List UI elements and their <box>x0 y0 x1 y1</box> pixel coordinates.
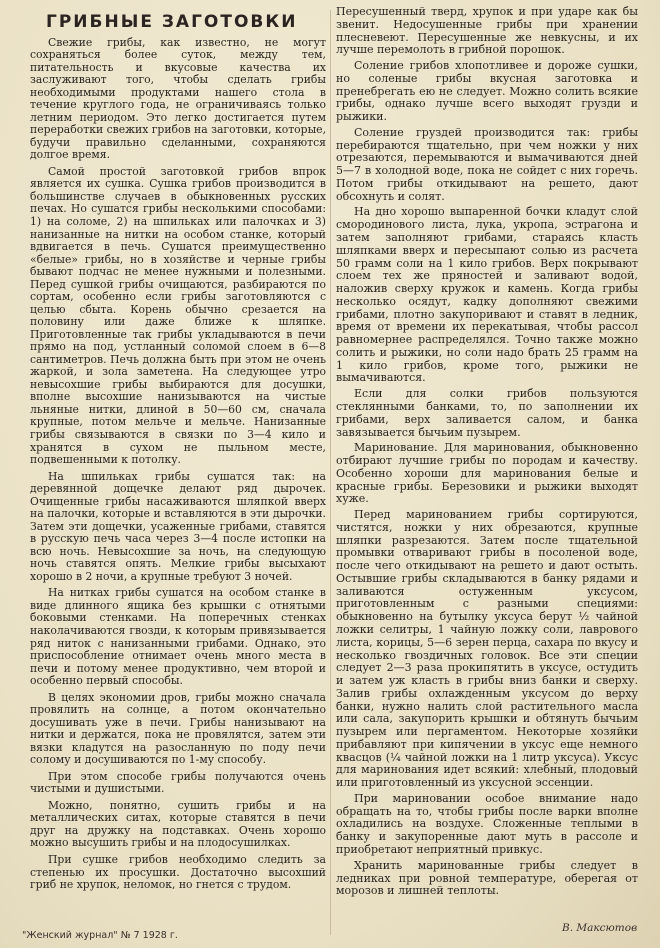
paragraph: Перед маринованием грибы сортируются, чистятся, ножки у них обрезаются, крупные шляпки разрезаются. Затем после тщательной промывки отваривают грибы в посоленой воде, после чего откидывают на решето и дают остыть. Остывшие грибы складываются в банку рядами и заливаются остуженным уксусом, приготовленным с разными специями: обыкновенно на бутылку уксуса берут ½ чайной ложки селитры, 1 чайную ложку соли, лаврового листа, корицы, 5—6 зерен перца, сахара по вкусу и несколько гвоздичных головок. Все эти специи следует 2—3 раза прокипятить в уксусе, остудить и затем уж класть в грибы вниз банки и сверху. Залив грибы охлажденным уксусом до верху банки, нужно налить слой растительного масла или сала, закупорить крышки и обтянуть бычьим пузырем или пергаментом. Некоторые хозяйки прибавляют при кипячении в уксус еще немного квасцов (¼ чайной ложки на 1 литр уксуса). Уксус для маринования идет всякий: хлебный, плодовый или приготовленный из уксусной эссенции. <box>336 508 638 790</box>
paragraph: При этом способе грибы получаются очень чистыми и душистыми. <box>30 769 326 796</box>
paragraph: На нитках грибы сушатся на особом станке в виде длинного ящика без крышки с отнятыми боковыми стенками. На поперечных стенках наколачиваются гвозди, к которым привязывается ряд ниток с нанизанными грибами. Однако, это приспособление отнимает очень много места в печи и потому менее продуктивно, чем второй и особенно первый способы. <box>30 586 326 688</box>
paragraph: Можно, понятно, сушить грибы и на металлических ситах, которые ставятся в печи друг на дружку на подставках. Очень хорошо можно высушить грибы и на плодосушилках. <box>30 798 326 850</box>
paragraph: На шпильках грибы сушатся так: на деревянной дощечке делают ряд дырочек. Очищенные грибы насаживаются шляпкой вверх на палочки, которые и вставляются в эти дырочки. Затем эти дощечки, усаженные грибами, ставятся в русскую печь часа через 3—4 после истопки на всю ночь. Невысохшие за ночь, на следующую ночь ставятся опять. Мелкие грибы высыхают хорошо в 2 ночи, а крупные требуют 3 ночей. <box>30 469 326 583</box>
paragraph: Самой простой заготовкой грибов впрок является их сушка. Сушка грибов производится в большинстве случаев в обыкновенных русских печах. Но сушатся грибы несколькими способами: 1) на соломе, 2) на шпильках или палочках и 3) нанизанные на нитки на особом станке, который вдвигается в печь. Сушатся преимущественно «белые» грибы, но в хозяйстве и черные грибы бывают подчас не менее нужными и полезными. Перед сушкой грибы очищаются, разбираются по сортам, особенно если грибы заготовляются с целью сбыта. Корень обычно срезается на половину или даже ближе к шляпке. Приготовленные так грибы укладываются в печи прямо на под, устланный соломой слоем в 6—8 сантиметров. Печь должна быть при этом не очень жаркой, и зола заметена. На следующее утро невысохшие грибы выбираются для досушки, вполне высохшие нанизываются на чистые льняные нитки, длиной в 50—60 см, сначала крупные, потом мельче и мельче. Нанизанные грибы связываются в связки по 3—4 кило и хранятся в сухом не пыльном месте, подвешенными к потолку. <box>30 164 326 467</box>
paragraph: Соление грибов хлопотливее и дороже сушки, но соленые грибы вкусная заготовка и пренебрегать ею не следует. Можно солить всякие грибы, однако лучше всего выходят грузди и рыжики. <box>336 59 638 124</box>
right-column <box>336 6 638 901</box>
article-title: ГРИБНЫЕ ЗАГОТОВКИ <box>46 12 298 32</box>
left-column <box>30 0 326 896</box>
column-divider <box>330 10 331 935</box>
paragraph: На дно хорошо выпаренной бочки кладут слой смородинового листа, лука, укропа, эстрагона и затем заполняют грибами, стараясь класть шляпками вверх и пересыпают солью из расчета 50 грамм соли на 1 кило грибов. Верх покрывают слоем тех же пряностей и заливают водой, наложив сверху кружок и камень. Когда грибы несколько осядут, кадку дополняют свежими грибами, плотно закупоривают и ставят в ледник, время от времени их перекатывая, чтобы рассол равномернее распределялся. Точно также можно солить и рыжики, но соли надо брать 25 грамм на 1 кило грибов, кроме того, рыжики не вымачиваются. <box>336 205 638 385</box>
paragraph: Соление груздей производится так: грибы перебираются тщательно, при чем ножки у них отрезаются, перемываются и вымачиваются дней 5—7 в холодной воде, пока не сойдет с них горечь. Потом грибы откидывают на решето, дают обсохнуть и солят. <box>336 125 638 203</box>
paragraph: Хранить маринованные грибы следует в ледниках при ровной температуре, оберегая от морозов и лишней теплоты. <box>336 858 638 898</box>
paragraph: При мариновании особое внимание надо обращать на то, чтобы грибы после варки вполне охладились на воздухе. Сложенные теплыми в банку и закупоренные дают муть в рассоле и приобретают неприятный привкус. <box>336 791 638 856</box>
paragraph: Маринование. Для маринования, обыкновенно отбирают лучшие грибы по породам и качеству. Особенно хороши для маринования белые и красные грибы. Березовики и рыжики выходят хуже. <box>336 441 638 506</box>
paragraph: Если для солки грибов пользуются стеклянными банками, то, по заполнении их грибами, верх заливается салом, и банка завязывается бычьим пузырем. <box>336 387 638 439</box>
author-signature: В. Максютов <box>562 922 638 934</box>
paragraph: В целях экономии дров, грибы можно сначала провялить на солнце, а потом окончательно досушивать уже в печи. Грибы нанизывают на нитки и держатся, пока не провялятся, затем эти вязки кладутся на разосланную по поду печи солому и досушиваются по 1-му способу. <box>30 690 326 767</box>
source-caption: "Женский журнал" № 7 1928 г. <box>22 930 178 941</box>
paragraph: Свежие грибы, как известно, не могут сохраняться более суток, между тем, питательность и вкусовые качества их заслуживают того, чтобы сделать грибы необходимыми продуктами нашего стола в течение круглого года, не ограничиваясь только летним периодом. Это легко достигается путем переработки свежих грибов на заготовки, которые, будучи правильно сделанными, сохраняются долгое время. <box>30 35 326 162</box>
paragraph: Пересушенный тверд, хрупок и при ударе как бы звенит. Недосушенные грибы при хранении плесневеют. Пересушенные же невкусны, и их лучше перемолоть в грибной порошок. <box>336 5 638 57</box>
paragraph: При сушке грибов необходимо следить за степенью их просушки. Достаточно высохший гриб не хрупок, неломок, но гнется с трудом. <box>30 853 326 892</box>
